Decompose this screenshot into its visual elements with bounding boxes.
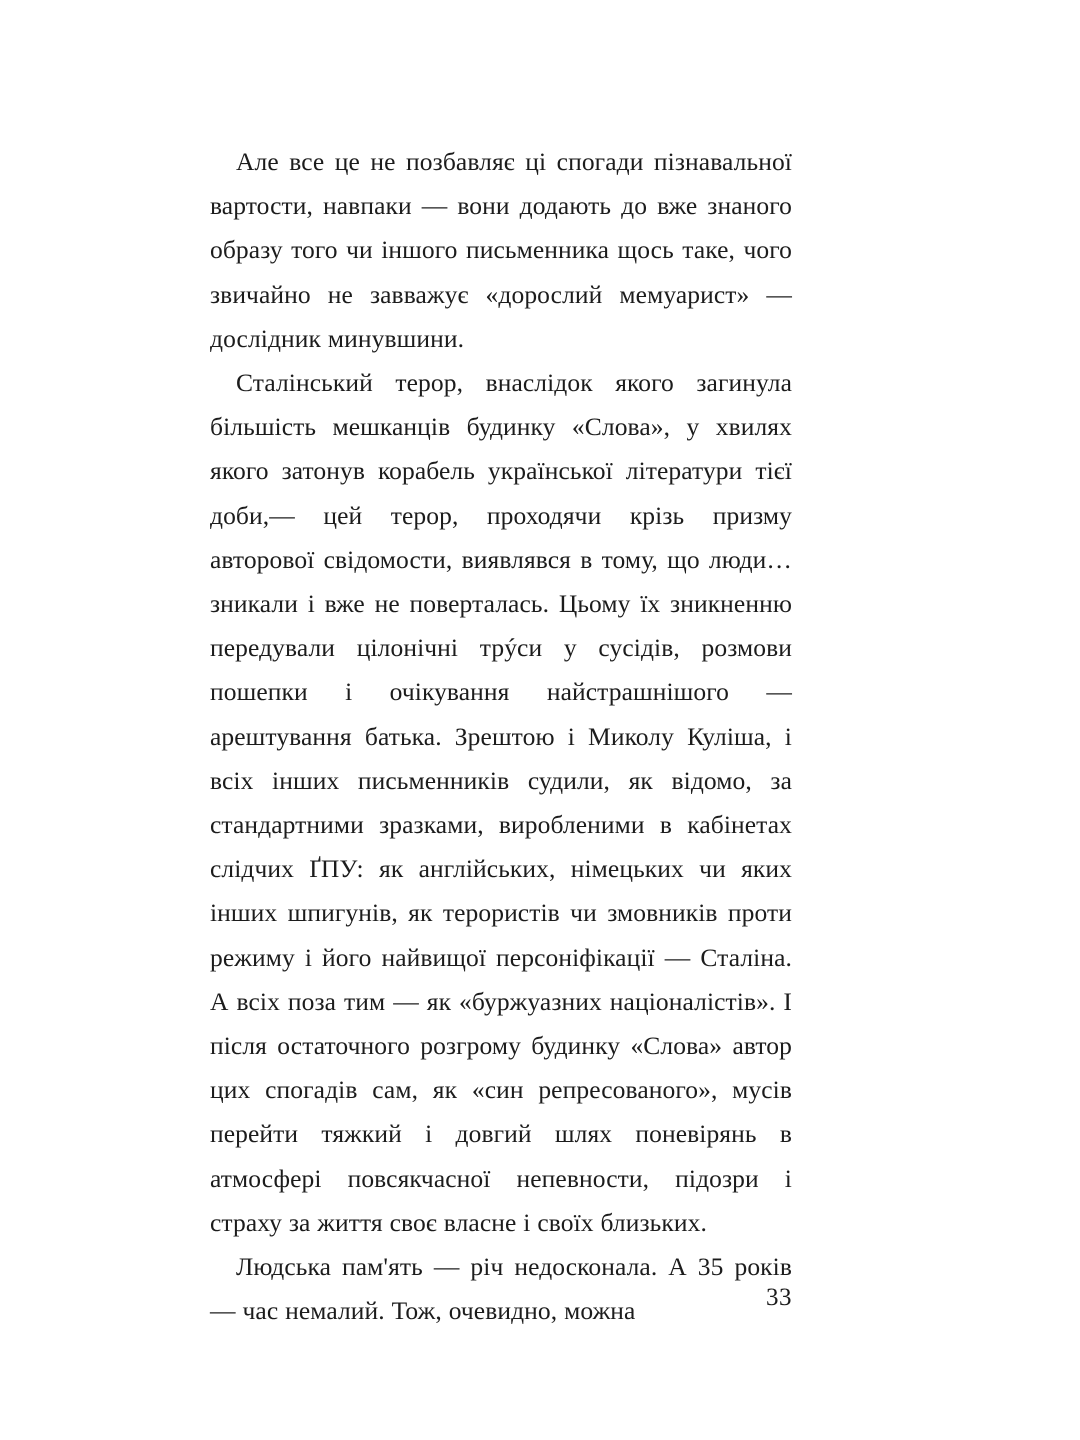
page-number: 33: [766, 1284, 792, 1311]
page-text-block: [210, 140, 792, 1333]
body-paragraph-1: Але все це не позбавляє ці спогади пізнавальної вартости, навпаки — вони додають до вже знаного образу того чи іншого письменника щось таке, чого звичайно не завважує «дорослий мемуарист» — дослідник минувшини.: [210, 147, 792, 353]
body-paragraph-2: Сталінський терор, внаслідок якого загинула більшість мешканців будинку «Слова», у хвилях якого затонув корабель української літератури тієї доби,— цей терор, проходячи крізь призму авторової свідомости, виявлявся в тому, що люди… зникали і вже не поверталась. Цьому їх зникненню передували цілонічні трýси у сусідів, розмови пошепки і очікування найстрашнішого — арештування батька. Зрештою і Миколу Куліша, і всіх інших письменників судили, як відомо, за стандартними зразками, виробленими в кабінетах слідчих ҐПУ: як англійських, німецьких чи яких інших шпигунів, як терористів чи змовників проти режиму і його найвищої персоніфікації — Сталіна. А всіх поза тим — як «буржуазних націоналістів». І після остаточного розгрому будинку «Слова» автор цих спогадів сам, як «син репресованого», мусів перейти тяжкий і довгий шлях поневірянь в атмосфері повсякчасної непевности, підозри і страху за життя своє власне і своїх близьких.: [210, 368, 792, 1237]
body-paragraph-3: Людська пам'ять — річ недосконала. А 35 років — час немалий. Тож, очевидно, можна: [210, 1252, 792, 1326]
